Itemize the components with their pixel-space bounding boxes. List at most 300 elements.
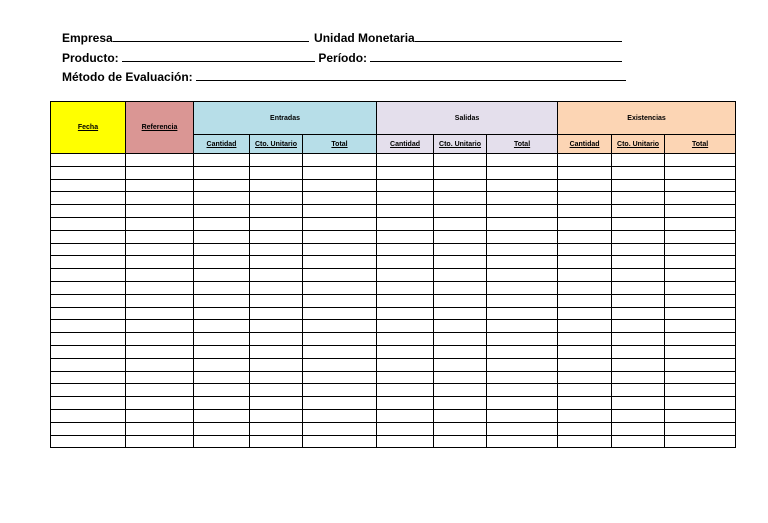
table-cell[interactable] <box>303 294 377 307</box>
table-cell[interactable] <box>487 243 558 256</box>
table-cell[interactable] <box>126 435 194 448</box>
table-cell[interactable] <box>487 269 558 282</box>
table-cell[interactable] <box>612 371 665 384</box>
table-cell[interactable] <box>250 371 303 384</box>
table-cell[interactable] <box>665 320 736 333</box>
existencias-cantidad-header: Cantidad <box>558 135 612 154</box>
table-cell[interactable] <box>434 358 487 371</box>
table-cell[interactable] <box>665 166 736 179</box>
table-cell[interactable] <box>303 371 377 384</box>
table-cell[interactable] <box>194 307 250 320</box>
producto-field[interactable] <box>122 50 315 62</box>
table-cell[interactable] <box>377 422 434 435</box>
table-cell[interactable] <box>303 435 377 448</box>
table-cell[interactable] <box>194 435 250 448</box>
empresa-label: Empresa <box>62 31 113 45</box>
table-cell[interactable] <box>665 333 736 346</box>
table-cell[interactable] <box>51 217 126 230</box>
table-cell[interactable] <box>612 397 665 410</box>
table-cell[interactable] <box>250 435 303 448</box>
table-cell[interactable] <box>665 269 736 282</box>
table-cell[interactable] <box>303 192 377 205</box>
table-cell[interactable] <box>126 333 194 346</box>
table-cell[interactable] <box>377 192 434 205</box>
table-cell[interactable] <box>194 397 250 410</box>
entradas-cto-unitario-header: Cto. Unitario <box>250 135 303 154</box>
table-cell[interactable] <box>558 179 612 192</box>
table-cell[interactable] <box>612 192 665 205</box>
table-row <box>51 371 736 384</box>
table-cell[interactable] <box>250 320 303 333</box>
empresa-field[interactable] <box>113 30 309 42</box>
table-cell[interactable] <box>434 397 487 410</box>
table-cell[interactable] <box>558 294 612 307</box>
table-cell[interactable] <box>51 166 126 179</box>
table-cell[interactable] <box>51 154 126 167</box>
table-row <box>51 179 736 192</box>
table-cell[interactable] <box>612 243 665 256</box>
table-row <box>51 422 736 435</box>
table-cell[interactable] <box>377 397 434 410</box>
table-cell[interactable] <box>434 422 487 435</box>
table-cell[interactable] <box>487 320 558 333</box>
table-cell[interactable] <box>434 166 487 179</box>
table-cell[interactable] <box>558 371 612 384</box>
table-cell[interactable] <box>434 179 487 192</box>
table-cell[interactable] <box>126 345 194 358</box>
table-cell[interactable] <box>434 409 487 422</box>
table-cell[interactable] <box>250 281 303 294</box>
table-cell[interactable] <box>194 243 250 256</box>
existencias-total-header: Total <box>665 135 736 154</box>
table-cell[interactable] <box>303 333 377 346</box>
table-cell[interactable] <box>558 358 612 371</box>
table-cell[interactable] <box>434 230 487 243</box>
table-cell[interactable] <box>377 345 434 358</box>
table-row <box>51 384 736 397</box>
table-cell[interactable] <box>665 154 736 167</box>
table-cell[interactable] <box>303 307 377 320</box>
table-cell[interactable] <box>558 320 612 333</box>
table-cell[interactable] <box>51 409 126 422</box>
table-cell[interactable] <box>558 397 612 410</box>
table-row <box>51 192 736 205</box>
entradas-total-header: Total <box>303 135 377 154</box>
table-cell[interactable] <box>612 435 665 448</box>
table-cell[interactable] <box>303 166 377 179</box>
table-cell[interactable] <box>250 422 303 435</box>
table-cell[interactable] <box>303 397 377 410</box>
table-cell[interactable] <box>612 333 665 346</box>
group-header-entradas: Entradas <box>194 102 377 135</box>
periodo-label: Período: <box>318 51 368 65</box>
table-cell[interactable] <box>612 358 665 371</box>
table-cell[interactable] <box>377 384 434 397</box>
table-row <box>51 397 736 410</box>
metodo-label: Método de Evaluación: <box>62 70 193 84</box>
table-cell[interactable] <box>126 422 194 435</box>
table-cell[interactable] <box>250 192 303 205</box>
table-cell[interactable] <box>377 333 434 346</box>
metodo-field[interactable] <box>196 69 626 81</box>
table-cell[interactable] <box>487 397 558 410</box>
table-cell[interactable] <box>126 269 194 282</box>
table-cell[interactable] <box>665 435 736 448</box>
table-cell[interactable] <box>303 179 377 192</box>
table-cell[interactable] <box>434 307 487 320</box>
table-cell[interactable] <box>303 320 377 333</box>
table-row <box>51 409 736 422</box>
table-cell[interactable] <box>487 294 558 307</box>
table-cell[interactable] <box>612 154 665 167</box>
table-cell[interactable] <box>665 230 736 243</box>
table-cell[interactable] <box>665 243 736 256</box>
table-cell[interactable] <box>434 256 487 269</box>
table-cell[interactable] <box>612 230 665 243</box>
table-cell[interactable] <box>558 256 612 269</box>
salidas-cto-unitario-header: Cto. Unitario <box>434 135 487 154</box>
table-cell[interactable] <box>51 320 126 333</box>
table-cell[interactable] <box>250 409 303 422</box>
table-cell[interactable] <box>665 179 736 192</box>
table-cell[interactable] <box>126 166 194 179</box>
table-cell[interactable] <box>51 256 126 269</box>
table-cell[interactable] <box>434 371 487 384</box>
table-cell[interactable] <box>558 345 612 358</box>
table-cell[interactable] <box>665 397 736 410</box>
table-cell[interactable] <box>194 345 250 358</box>
table-cell[interactable] <box>194 192 250 205</box>
table-cell[interactable] <box>487 166 558 179</box>
table-cell[interactable] <box>487 256 558 269</box>
table-cell[interactable] <box>377 217 434 230</box>
table-cell[interactable] <box>194 422 250 435</box>
table-cell[interactable] <box>434 320 487 333</box>
table-cell[interactable] <box>126 205 194 218</box>
table-cell[interactable] <box>558 192 612 205</box>
table-cell[interactable] <box>377 409 434 422</box>
table-cell[interactable] <box>558 217 612 230</box>
table-cell[interactable] <box>250 269 303 282</box>
table-cell[interactable] <box>434 243 487 256</box>
table-cell[interactable] <box>194 371 250 384</box>
table-cell[interactable] <box>303 422 377 435</box>
table-cell[interactable] <box>51 205 126 218</box>
table-cell[interactable] <box>51 281 126 294</box>
table-cell[interactable] <box>194 320 250 333</box>
table-cell[interactable] <box>487 358 558 371</box>
table-cell[interactable] <box>377 166 434 179</box>
table-cell[interactable] <box>558 307 612 320</box>
table-cell[interactable] <box>126 154 194 167</box>
table-cell[interactable] <box>377 307 434 320</box>
table-row <box>51 281 736 294</box>
table-cell[interactable] <box>487 409 558 422</box>
table-row <box>51 269 736 282</box>
table-cell[interactable] <box>487 333 558 346</box>
table-row <box>51 435 736 448</box>
table-cell[interactable] <box>250 345 303 358</box>
table-cell[interactable] <box>126 397 194 410</box>
table-cell[interactable] <box>250 154 303 167</box>
table-cell[interactable] <box>487 435 558 448</box>
table-cell[interactable] <box>487 371 558 384</box>
table-row <box>51 307 736 320</box>
table-cell[interactable] <box>194 166 250 179</box>
table-cell[interactable] <box>194 230 250 243</box>
table-cell[interactable] <box>377 243 434 256</box>
table-cell[interactable] <box>51 333 126 346</box>
table-cell[interactable] <box>377 358 434 371</box>
table-cell[interactable] <box>303 345 377 358</box>
table-cell[interactable] <box>558 435 612 448</box>
table-cell[interactable] <box>612 256 665 269</box>
table-cell[interactable] <box>303 154 377 167</box>
table-cell[interactable] <box>558 166 612 179</box>
table-cell[interactable] <box>612 166 665 179</box>
table-cell[interactable] <box>665 205 736 218</box>
table-cell[interactable] <box>434 345 487 358</box>
table-cell[interactable] <box>51 371 126 384</box>
table-cell[interactable] <box>665 345 736 358</box>
table-cell[interactable] <box>558 154 612 167</box>
table-cell[interactable] <box>303 269 377 282</box>
column-header-referencia: Referencia <box>126 102 194 154</box>
table-cell[interactable] <box>377 294 434 307</box>
table-cell[interactable] <box>612 269 665 282</box>
table-cell[interactable] <box>377 320 434 333</box>
table-cell[interactable] <box>434 435 487 448</box>
table-cell[interactable] <box>194 333 250 346</box>
table-cell[interactable] <box>612 409 665 422</box>
table-cell[interactable] <box>377 205 434 218</box>
table-cell[interactable] <box>250 166 303 179</box>
table-cell[interactable] <box>250 294 303 307</box>
table-row <box>51 205 736 218</box>
table-cell[interactable] <box>51 192 126 205</box>
table-cell[interactable] <box>665 192 736 205</box>
table-cell[interactable] <box>51 384 126 397</box>
table-cell[interactable] <box>51 294 126 307</box>
table-cell[interactable] <box>665 358 736 371</box>
table-cell[interactable] <box>558 205 612 218</box>
table-cell[interactable] <box>665 256 736 269</box>
table-cell[interactable] <box>612 205 665 218</box>
table-cell[interactable] <box>487 230 558 243</box>
table-cell[interactable] <box>377 154 434 167</box>
table-cell[interactable] <box>303 217 377 230</box>
table-cell[interactable] <box>194 294 250 307</box>
table-cell[interactable] <box>194 179 250 192</box>
salidas-total-header: Total <box>487 135 558 154</box>
table-cell[interactable] <box>377 281 434 294</box>
header-row-producto <box>62 50 622 65</box>
table-cell[interactable] <box>51 422 126 435</box>
table-cell[interactable] <box>51 435 126 448</box>
table-cell[interactable] <box>303 256 377 269</box>
table-cell[interactable] <box>665 307 736 320</box>
table-cell[interactable] <box>51 397 126 410</box>
group-header-salidas: Salidas <box>377 102 558 135</box>
table-cell[interactable] <box>612 422 665 435</box>
table-row <box>51 333 736 346</box>
table-cell[interactable] <box>665 422 736 435</box>
table-cell[interactable] <box>250 256 303 269</box>
table-cell[interactable] <box>612 217 665 230</box>
table-row <box>51 345 736 358</box>
column-header-fecha: Fecha <box>51 102 126 154</box>
table-row <box>51 154 736 167</box>
table-cell[interactable] <box>250 230 303 243</box>
table-cell[interactable] <box>434 384 487 397</box>
table-cell[interactable] <box>377 230 434 243</box>
table-cell[interactable] <box>434 333 487 346</box>
table-cell[interactable] <box>487 307 558 320</box>
table-cell[interactable] <box>51 179 126 192</box>
table-cell[interactable] <box>194 281 250 294</box>
table-cell[interactable] <box>51 358 126 371</box>
table-cell[interactable] <box>194 256 250 269</box>
table-cell[interactable] <box>303 281 377 294</box>
table-cell[interactable] <box>612 345 665 358</box>
table-cell[interactable] <box>194 217 250 230</box>
table-cell[interactable] <box>665 371 736 384</box>
table-row <box>51 166 736 179</box>
table-cell[interactable] <box>126 230 194 243</box>
table-cell[interactable] <box>434 294 487 307</box>
table-cell[interactable] <box>487 281 558 294</box>
table-cell[interactable] <box>434 205 487 218</box>
table-cell[interactable] <box>126 384 194 397</box>
table-cell[interactable] <box>665 217 736 230</box>
table-cell[interactable] <box>434 217 487 230</box>
table-row <box>51 243 736 256</box>
table-cell[interactable] <box>558 384 612 397</box>
table-cell[interactable] <box>126 320 194 333</box>
group-header-existencias: Existencias <box>558 102 736 135</box>
table-cell[interactable] <box>303 230 377 243</box>
table-cell[interactable] <box>51 230 126 243</box>
table-cell[interactable] <box>612 384 665 397</box>
table-cell[interactable] <box>487 422 558 435</box>
table-cell[interactable] <box>303 409 377 422</box>
unidad-monetaria-field[interactable] <box>415 30 622 42</box>
table-cell[interactable] <box>126 217 194 230</box>
table-cell[interactable] <box>250 384 303 397</box>
table-cell[interactable] <box>434 281 487 294</box>
table-cell[interactable] <box>51 307 126 320</box>
salidas-cantidad-header: Cantidad <box>377 135 434 154</box>
table-cell[interactable] <box>487 217 558 230</box>
table-cell[interactable] <box>250 179 303 192</box>
table-cell[interactable] <box>51 243 126 256</box>
table-cell[interactable] <box>612 294 665 307</box>
table-cell[interactable] <box>194 269 250 282</box>
table-row <box>51 294 736 307</box>
table-cell[interactable] <box>558 243 612 256</box>
table-cell[interactable] <box>487 154 558 167</box>
table-cell[interactable] <box>377 179 434 192</box>
table-cell[interactable] <box>194 358 250 371</box>
unidad-monetaria-label: Unidad Monetaria <box>314 31 415 45</box>
table-cell[interactable] <box>194 409 250 422</box>
table-cell[interactable] <box>377 435 434 448</box>
table-cell[interactable] <box>612 320 665 333</box>
table-cell[interactable] <box>126 358 194 371</box>
table-cell[interactable] <box>487 179 558 192</box>
table-row <box>51 256 736 269</box>
table-cell[interactable] <box>303 205 377 218</box>
table-cell[interactable] <box>126 192 194 205</box>
table-cell[interactable] <box>558 333 612 346</box>
table-cell[interactable] <box>558 281 612 294</box>
table-cell[interactable] <box>612 307 665 320</box>
table-cell[interactable] <box>558 230 612 243</box>
table-cell[interactable] <box>126 371 194 384</box>
table-cell[interactable] <box>377 256 434 269</box>
table-cell[interactable] <box>377 371 434 384</box>
table-cell[interactable] <box>487 192 558 205</box>
table-cell[interactable] <box>487 205 558 218</box>
table-cell[interactable] <box>303 358 377 371</box>
table-cell[interactable] <box>665 409 736 422</box>
table-cell[interactable] <box>194 205 250 218</box>
table-cell[interactable] <box>126 256 194 269</box>
table-cell[interactable] <box>665 281 736 294</box>
table-cell[interactable] <box>665 294 736 307</box>
table-cell[interactable] <box>434 269 487 282</box>
table-cell[interactable] <box>250 243 303 256</box>
table-cell[interactable] <box>612 281 665 294</box>
table-cell[interactable] <box>558 409 612 422</box>
table-cell[interactable] <box>51 269 126 282</box>
header-row-metodo <box>62 69 626 84</box>
table-cell[interactable] <box>194 384 250 397</box>
table-cell[interactable] <box>487 384 558 397</box>
table-cell[interactable] <box>126 281 194 294</box>
table-cell[interactable] <box>665 384 736 397</box>
header-row-empresa <box>62 30 622 45</box>
table-cell[interactable] <box>434 192 487 205</box>
table-row <box>51 217 736 230</box>
table-row <box>51 320 736 333</box>
table-cell[interactable] <box>303 384 377 397</box>
entradas-cantidad-header: Cantidad <box>194 135 250 154</box>
table-cell[interactable] <box>377 269 434 282</box>
table-cell[interactable] <box>558 269 612 282</box>
table-cell[interactable] <box>194 154 250 167</box>
table-cell[interactable] <box>250 358 303 371</box>
table-cell[interactable] <box>250 307 303 320</box>
table-cell[interactable] <box>126 307 194 320</box>
table-cell[interactable] <box>558 422 612 435</box>
table-cell[interactable] <box>126 294 194 307</box>
table-cell[interactable] <box>303 243 377 256</box>
table-cell[interactable] <box>487 345 558 358</box>
table-cell[interactable] <box>126 243 194 256</box>
table-cell[interactable] <box>126 179 194 192</box>
table-cell[interactable] <box>250 397 303 410</box>
table-cell[interactable] <box>434 154 487 167</box>
table-cell[interactable] <box>612 179 665 192</box>
table-cell[interactable] <box>51 345 126 358</box>
table-cell[interactable] <box>126 409 194 422</box>
table-cell[interactable] <box>250 217 303 230</box>
table-cell[interactable] <box>250 333 303 346</box>
table-cell[interactable] <box>250 205 303 218</box>
periodo-field[interactable] <box>370 50 622 62</box>
existencias-cto-unitario-header: Cto. Unitario <box>612 135 665 154</box>
